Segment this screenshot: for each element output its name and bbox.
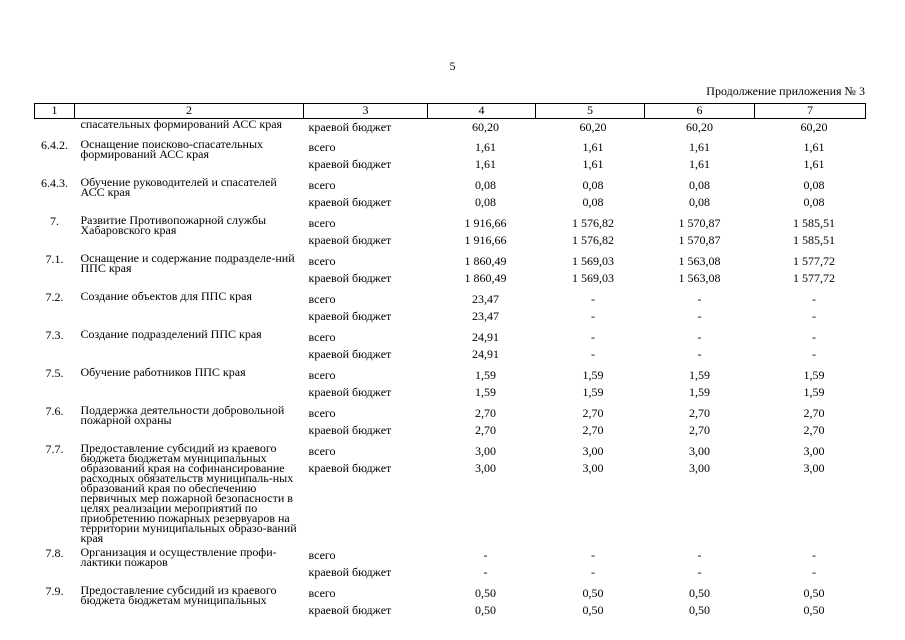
funding-source: краевой бюджет: [308, 157, 392, 171]
funding-source: краевой бюджет: [308, 309, 392, 323]
table-row: [35, 291, 866, 325]
amount-value: 0,08: [582, 195, 604, 209]
amount-value: -: [483, 548, 488, 562]
row-number: 7.1.: [45, 252, 64, 266]
year-col-6-cell: [645, 215, 755, 249]
year-col-6-cell: [645, 367, 755, 401]
funding-source: краевой бюджет: [308, 195, 392, 209]
amount-value: 1,61: [582, 157, 604, 171]
table-row: [35, 585, 866, 619]
year-col-5-cell: [536, 139, 645, 173]
amount-value: -: [697, 292, 702, 306]
year-col-7-cell: [755, 329, 866, 363]
col-header-4: 4: [428, 104, 536, 119]
table-row: [35, 139, 866, 173]
funding-source-cell: [304, 253, 428, 287]
year-col-5-cell: [536, 405, 645, 439]
year-col-4-cell: [428, 119, 536, 136]
funding-source-cell: [304, 119, 428, 136]
row-title: Предоставление субсидий из краевого бюджета бюджетам муниципальных: [80, 583, 277, 607]
year-col-7-cell: [755, 177, 866, 211]
year-col-7-cell: [755, 253, 866, 287]
year-col-4-cell: [428, 585, 536, 619]
funding-source-cell: [304, 177, 428, 211]
table-row: [35, 405, 866, 439]
amount-value: -: [591, 292, 595, 306]
amount-value: 1,61: [803, 157, 825, 171]
row-number: 7.5.: [45, 366, 64, 380]
year-col-6-cell: [645, 585, 755, 619]
row-title: Развитие Противопожарной службы Хабаровского края: [80, 213, 267, 237]
amount-value: 3,00: [689, 444, 710, 458]
amount-value: 1,61: [689, 157, 710, 171]
funding-source-cell: [304, 215, 428, 249]
amount-value: 1 577,72: [793, 271, 835, 285]
year-col-5-cell: [536, 585, 645, 619]
amount-value: 0,08: [803, 178, 825, 192]
year-col-6-cell: [645, 291, 755, 325]
year-col-4-cell: [428, 443, 536, 543]
year-col-7-cell: [755, 443, 866, 543]
amount-value: -: [812, 292, 816, 306]
funding-source: краевой бюджет: [308, 347, 392, 361]
year-col-4-cell: [428, 405, 536, 439]
year-col-5-cell: [536, 329, 645, 363]
year-col-5-cell: [536, 215, 645, 249]
row-title: спасательных формирований АСС края: [80, 117, 283, 131]
year-col-7-cell: [755, 215, 866, 249]
amount-value: 0,50: [475, 603, 496, 617]
table-row: [35, 215, 866, 249]
amount-value: 1,59: [475, 385, 496, 399]
amount-value: -: [591, 347, 595, 361]
funding-source: краевой бюджет: [308, 461, 392, 475]
year-col-6-cell: [645, 119, 755, 136]
year-col-7-cell: [755, 585, 866, 619]
year-col-4-cell: [428, 253, 536, 287]
amount-value: 23,47: [472, 292, 499, 306]
table-row: [35, 443, 866, 543]
table-row: [35, 329, 866, 363]
row-number: 7.8.: [45, 546, 64, 560]
row-title: Поддержка деятельности добровольной пожарной охраны: [80, 403, 285, 427]
amount-value: -: [591, 548, 595, 562]
amount-value: -: [812, 548, 816, 562]
row-title: Оснащение поисково-спасательных формирований АСС края: [80, 137, 264, 161]
table-row: [35, 119, 866, 136]
amount-value: 0,50: [689, 603, 710, 617]
amount-value: 0,08: [689, 195, 710, 209]
funding-source: всего: [308, 368, 336, 382]
funding-source: краевой бюджет: [308, 385, 392, 399]
row-title: Оснащение и содержание подразделе-ний ППС края: [80, 251, 295, 275]
col-header-2: 2: [75, 104, 304, 119]
row-title: Обучение руководителей и спасателей АСС края: [80, 175, 277, 199]
row-title: Создание подразделений ППС края: [80, 327, 262, 341]
year-col-6-cell: [645, 405, 755, 439]
amount-value: 3,00: [475, 444, 496, 458]
amount-value: 1 569,03: [572, 271, 614, 285]
amount-value: -: [697, 330, 702, 344]
amount-value: -: [812, 347, 816, 361]
budget-table: [34, 103, 865, 619]
table-row: [35, 547, 866, 581]
amount-value: 1 860,49: [464, 254, 507, 268]
funding-source: краевой бюджет: [308, 233, 392, 247]
amount-value: 2,70: [582, 406, 604, 420]
amount-value: 1,59: [803, 385, 825, 399]
table-row: [35, 177, 866, 211]
amount-value: 60,20: [686, 120, 713, 134]
amount-value: 1 563,08: [678, 271, 721, 285]
amount-value: 0,50: [689, 586, 710, 600]
amount-value: -: [591, 309, 595, 323]
amount-value: 1 569,03: [572, 254, 614, 268]
funding-source-cell: [304, 585, 428, 619]
year-col-5-cell: [536, 547, 645, 581]
amount-value: 1 860,49: [464, 271, 507, 285]
year-col-6-cell: [645, 547, 755, 581]
row-number: 7.7.: [45, 442, 64, 456]
row-title: Организация и осуществление профи-лактики пожаров: [80, 545, 277, 569]
amount-value: 1 563,08: [678, 254, 721, 268]
year-col-4-cell: [428, 291, 536, 325]
funding-source: краевой бюджет: [308, 565, 392, 579]
row-title: Создание объектов для ППС края: [80, 289, 253, 303]
year-col-5-cell: [536, 119, 645, 136]
amount-value: 2,70: [475, 423, 496, 437]
row-number: 7.: [50, 214, 59, 228]
year-col-5-cell: [536, 291, 645, 325]
year-col-4-cell: [428, 215, 536, 249]
funding-source: всего: [308, 548, 336, 562]
funding-source-cell: [304, 547, 428, 581]
amount-value: 1,59: [689, 368, 710, 382]
amount-value: 1,59: [475, 368, 496, 382]
funding-source: всего: [308, 444, 336, 458]
row-number: 7.3.: [45, 328, 64, 342]
amount-value: 2,70: [475, 406, 496, 420]
amount-value: 1 570,87: [678, 233, 721, 247]
amount-value: 1 916,66: [464, 233, 507, 247]
amount-value: 1 577,72: [793, 254, 835, 268]
row-number: 7.6.: [45, 404, 64, 418]
amount-value: 1 585,51: [793, 216, 835, 230]
year-col-7-cell: [755, 291, 866, 325]
year-col-4-cell: [428, 547, 536, 581]
amount-value: 2,70: [689, 406, 710, 420]
col-header-7: 7: [755, 104, 866, 119]
col-header-5: 5: [536, 104, 645, 119]
amount-value: 3,00: [803, 444, 825, 458]
funding-source-cell: [304, 367, 428, 401]
amount-value: 60,20: [579, 120, 607, 134]
amount-value: 0,08: [689, 178, 710, 192]
amount-value: 3,00: [689, 461, 710, 475]
amount-value: 60,20: [472, 120, 499, 134]
year-col-6-cell: [645, 177, 755, 211]
funding-source: всего: [308, 586, 336, 600]
amount-value: 1 585,51: [793, 233, 835, 247]
row-number: [35, 119, 75, 136]
amount-value: 1,59: [582, 385, 604, 399]
row-number: 7.2.: [45, 290, 64, 304]
amount-value: 0,08: [582, 178, 604, 192]
funding-source-cell: [304, 139, 428, 173]
funding-source: краевой бюджет: [308, 423, 392, 437]
funding-source: всего: [308, 140, 336, 154]
amount-value: 1 576,82: [572, 216, 614, 230]
table-row: [35, 367, 866, 401]
amount-value: 3,00: [582, 461, 604, 475]
row-title: Предоставление субсидий из краевого бюджета бюджетам муниципальных образований края на софинансирование расходных обязательств муниципаль-ных образований края по обеспечению первичных мер пожарной безопасности в целях реализации мероприятий по приобретению пожарных резервуаров на территории муниципальных образо-ваний края: [80, 441, 297, 545]
funding-source: всего: [308, 330, 336, 344]
amount-value: 1,61: [475, 157, 496, 171]
funding-source: всего: [308, 406, 336, 420]
amount-value: -: [812, 330, 816, 344]
year-col-5-cell: [536, 253, 645, 287]
amount-value: 2,70: [803, 406, 825, 420]
amount-value: 1,61: [475, 140, 496, 154]
row-number: 6.4.2.: [41, 138, 68, 152]
year-col-5-cell: [536, 443, 645, 543]
amount-value: 0,50: [582, 586, 604, 600]
amount-value: 0,08: [475, 178, 496, 192]
funding-source: краевой бюджет: [308, 120, 392, 134]
amount-value: 2,70: [582, 423, 604, 437]
amount-value: -: [591, 565, 595, 579]
amount-value: 0,08: [475, 195, 496, 209]
year-col-4-cell: [428, 329, 536, 363]
funding-source: краевой бюджет: [308, 603, 392, 617]
year-col-6-cell: [645, 443, 755, 543]
col-header-6: 6: [645, 104, 755, 119]
row-number: 6.4.3.: [41, 176, 68, 190]
amount-value: 1 576,82: [572, 233, 614, 247]
amount-value: 24,91: [472, 347, 499, 361]
funding-source: всего: [308, 254, 336, 268]
amount-value: -: [483, 565, 488, 579]
amount-value: 1 916,66: [464, 216, 507, 230]
year-col-5-cell: [536, 367, 645, 401]
continuation-label: Продолжение приложения № 3: [706, 84, 865, 98]
amount-value: 1,59: [689, 385, 710, 399]
amount-value: 60,20: [800, 120, 828, 134]
year-col-6-cell: [645, 139, 755, 173]
year-col-7-cell: [755, 119, 866, 136]
amount-value: -: [812, 565, 816, 579]
funding-source: всего: [308, 216, 336, 230]
table-row: [35, 253, 866, 287]
funding-source-cell: [304, 405, 428, 439]
amount-value: 3,00: [475, 461, 496, 475]
funding-source-cell: [304, 291, 428, 325]
amount-value: 24,91: [472, 330, 499, 344]
amount-value: 1 570,87: [678, 216, 721, 230]
amount-value: 0,50: [475, 586, 496, 600]
amount-value: -: [591, 330, 595, 344]
amount-value: 0,50: [803, 603, 825, 617]
amount-value: -: [697, 347, 702, 361]
year-col-7-cell: [755, 547, 866, 581]
amount-value: -: [812, 309, 816, 323]
amount-value: 1,61: [803, 140, 825, 154]
year-col-5-cell: [536, 177, 645, 211]
year-col-7-cell: [755, 405, 866, 439]
amount-value: 0,50: [582, 603, 604, 617]
year-col-4-cell: [428, 139, 536, 173]
amount-value: -: [697, 565, 702, 579]
row-number: 7.9.: [45, 584, 64, 598]
amount-value: 1,59: [803, 368, 825, 382]
col-header-3: 3: [304, 104, 428, 119]
amount-value: 1,59: [582, 368, 604, 382]
funding-source: краевой бюджет: [308, 271, 392, 285]
year-col-4-cell: [428, 177, 536, 211]
amount-value: 0,08: [803, 195, 825, 209]
col-header-1: 1: [35, 104, 75, 119]
amount-value: 3,00: [582, 444, 604, 458]
amount-value: 1,61: [582, 140, 604, 154]
page-number: 5: [449, 59, 456, 73]
year-col-6-cell: [645, 329, 755, 363]
year-col-7-cell: [755, 367, 866, 401]
amount-value: 23,47: [472, 309, 499, 323]
amount-value: 3,00: [803, 461, 825, 475]
row-title: Обучение работников ППС края: [80, 365, 246, 379]
year-col-6-cell: [645, 253, 755, 287]
amount-value: 2,70: [689, 423, 710, 437]
funding-source-cell: [304, 443, 428, 543]
amount-value: -: [697, 309, 702, 323]
amount-value: 0,50: [803, 586, 825, 600]
amount-value: 2,70: [803, 423, 825, 437]
funding-source: всего: [308, 292, 336, 306]
funding-source: всего: [308, 178, 336, 192]
year-col-4-cell: [428, 367, 536, 401]
funding-source-cell: [304, 329, 428, 363]
year-col-7-cell: [755, 139, 866, 173]
table-body: [35, 119, 866, 620]
amount-value: -: [697, 548, 702, 562]
amount-value: 1,61: [689, 140, 710, 154]
